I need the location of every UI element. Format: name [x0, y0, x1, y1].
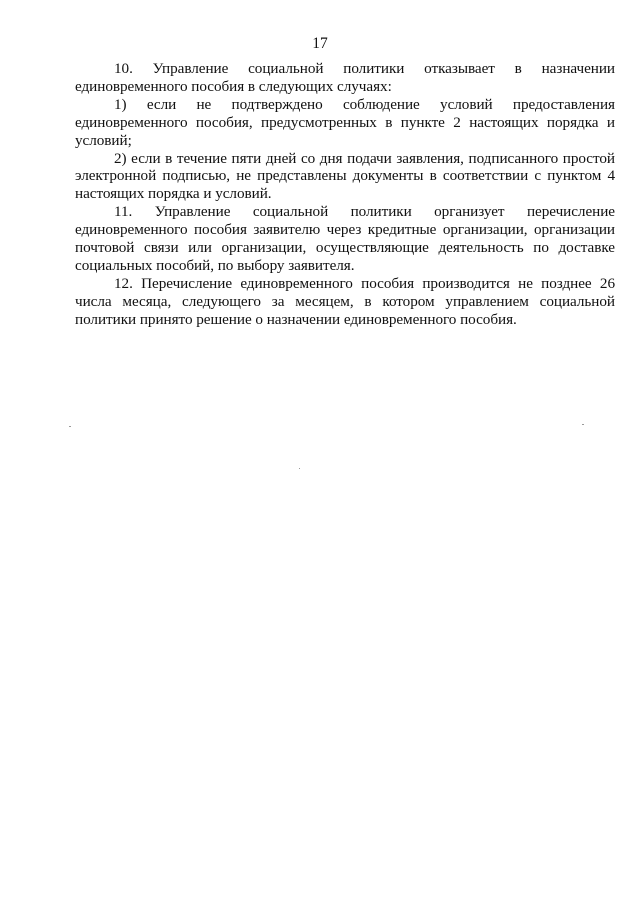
paragraph-11: 11. Управление социальной политики организует перечисление единовременного пособия заявителю через кредитные организации, организации почтовой связи или организации, осуществляющие деятельность по доставке социальных пособий, по выбору заявителя. [75, 203, 615, 274]
paragraph-12: 12. Перечисление единовременного пособия производится не позднее 26 числа месяца, следующего за месяцем, в котором управлением социальной политики принято решение о назначении единовременного пособия. [75, 274, 615, 328]
paragraph-10: 10. Управление социальной политики отказывает в назначении единовременного пособия в следующих случаях: [75, 60, 615, 95]
page-number: 17 [312, 35, 328, 52]
paragraph-10-item-1: 1) если не подтверждено соблюдение условий предоставления единовременного пособия, предусмотренных в пункте 2 настоящих порядка и условий; [75, 95, 615, 149]
scan-speck [582, 424, 584, 425]
scan-speck [69, 426, 71, 427]
paragraph-10-item-2: 2) если в течение пяти дней со дня подачи заявления, подписанного простой электронной подписью, не представлены документы в соответствии с пунктом 4 настоящих порядка и условий. [75, 149, 615, 203]
scan-speck [299, 468, 300, 469]
document-body [75, 60, 615, 329]
